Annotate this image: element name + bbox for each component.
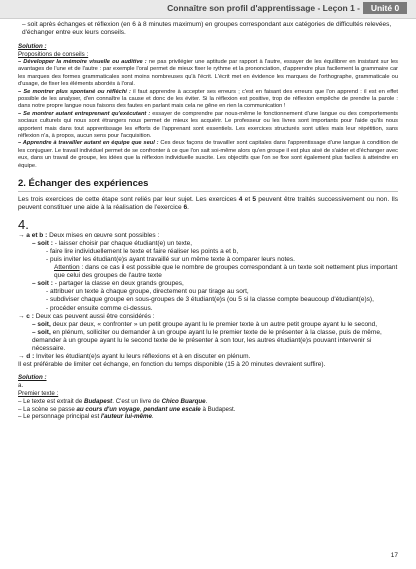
instruction-line: - procéder ensuite comme ci-dessus. (46, 304, 153, 312)
instruction-line: – soit : - partager la classe en deux grands groupes, (32, 280, 184, 288)
solution-subheading: Propositions de conseils : (18, 51, 89, 58)
advice-item (18, 111, 398, 141)
solution2-heading: Solution : (18, 374, 47, 382)
solution2-item-label: a. (18, 382, 24, 390)
solution-line: – Le personnage principal est l'auteur lui-même. (18, 413, 154, 421)
instruction-line: – soit, deux par deux, « confronter » un petit groupe ayant lu le premier texte à un autre petit groupe ayant lu le second, (32, 320, 378, 328)
instruction-line: Il est préférable de limiter cet échange, en fonction du temps disponible (15 à 20 minutes devraient suffire). (18, 361, 326, 369)
advice-text: il faut apprendre à accepter ses erreurs ; c'est en faisant des erreurs que l'on apprend : il est en effet possible de les analyser, d'en connaître la cause et donc de les éviter. Si la réflexion est positive, trop de réflexion empêche de prendre la parole : dans notre propre langue nous faisons des fautes en parlant mais cela ne gêne en rien la communication ! (18, 88, 399, 110)
advice-list (18, 59, 398, 170)
advice-item (18, 59, 398, 89)
advice-text: Ces deux façons de travailler sont capitales dans l'apprentissage d'une langue à condition de les conjuguer. Le travail individuel permet de se confronter à ce que l'on sait soi-même alors qu'en groupe il est plus aisé de s'aider et d'échanger avec eux, dans un travail de groupe, les idées que la réflexion individuelle suscite. Les objectifs que l'on se fixe sont également plus faciles à atteindre en équipe. (18, 140, 398, 169)
instruction-line: → c : Deux cas peuvent aussi être considérés : (18, 312, 155, 320)
instruction-line: Attention : dans ce cas il est possible que le nombre de groupes correspondant à un texte soit nettement plus important que celui des groupes de l'autre texte (54, 264, 398, 280)
intro-paragraph: – soit après échanges et réflexion (en 6 à 8 minutes maximum) en groupes correspondant aux catégories de difficultés relevées, d'échanger entre eux leurs conseils. (22, 21, 392, 36)
advice-item (18, 89, 398, 111)
advice-lead: – Se montrer autant entreprenant qu'exécutant : (18, 110, 151, 117)
instruction-line: – soit : - laisser choisir par chaque étudiant(e) un texte, (32, 239, 193, 247)
advice-item (18, 140, 398, 170)
section-heading: 2. Échanger des expériences (18, 178, 149, 190)
advice-lead: – Se montrer plus spontané ou réfléchi : (18, 88, 131, 95)
instruction-line: – soit, en plénum, solliciter ou demander à un groupe ayant lu le premier texte de le présenter à la classe, puis de même, demander à un groupe ayant lu le second texte de le présenter à son tour, les autres étudiant(e)s pouvant intervenir si nécessaire. (32, 328, 382, 352)
advice-lead: – Développer la mémoire visuelle ou auditive : (18, 59, 147, 65)
exercise-number: 4. (18, 216, 29, 232)
advice-text: essayer de comprendre par nous-même le fonctionnement d'une langue ou des comportements sociaux culturels qui nous sont étrangers nous permet de mieux les acquérir. Le professeur ou les livres sont importants pour l'aide qu'ils nous apportent mais dans tout apprentissage les efforts de l'apprenant sont essentiels. Les exercices structurés sont utiles mais leur répétition, sans réflexion n'a, à propos, aucun sens pour l'acquisition. (18, 110, 398, 140)
section-intro: Les trois exercices de cette étape sont reliés par leur sujet. Les exercices 4 et 5 peuvent être traités successivement ou non. Ils peuvent constituer une aide à la réalisation de l'exercice 6. (18, 196, 398, 212)
unit-badge: Unité 0 (363, 2, 407, 14)
solution2-subheading: Premier texte : (18, 390, 59, 398)
exercise-instructions (18, 232, 398, 370)
header-title: Connaître son profil d'apprentissage - Leçon 1 - (167, 3, 360, 13)
advice-lead: – Apprendre à travailler autant en équipe que seul : (18, 140, 159, 147)
instruction-line: - subdiviser chaque groupe en sous-groupes de 3 étudiant(e)s (ou 5 si la classe compte beaucoup d'étudiant(e)s), (46, 296, 374, 304)
instruction-line: → d : Inviter les étudiant(e)s ayant lu leurs réflexions et à en discuter en plénum. (18, 353, 251, 361)
solution-heading: Solution : (18, 43, 47, 50)
page-content (18, 21, 398, 421)
page-number: 17 (390, 552, 398, 559)
instruction-line: → a et b : Deux mises en œuvre sont possibles : (18, 231, 160, 239)
solution-line: – La scène se passe au cours d'un voyage, pendant une escale à Budapest. (18, 405, 236, 413)
advice-text: ne pas privilégier une aptitude par rapport à l'autre, essayer de les équilibrer en insistant sur les avantages de l'une et de l'autre : par exemple l'oral permet de mieux fixer le rythme et la prononciation, d'apprendre plus facilement la grammaire car les marques des formes grammaticales sont moins nombreuses qu'à l'écrit. L'écrit met en évidence les marques de l'orthographe, grammaticale ou d'usage, de fixer les éléments abordés à l'oral. (18, 59, 398, 88)
solution-line: – Le texte est extrait de Budapest. C'est un livre de Chico Buarque. (18, 397, 208, 405)
solution2-lines (18, 398, 398, 421)
section-divider (18, 191, 398, 192)
running-header (0, 0, 416, 19)
instruction-line: - faire lire individuellement le texte et faire réaliser les points a et b, (46, 247, 239, 255)
instruction-line: - puis inviter les étudiant(e)s ayant travaillé sur un même texte à comparer leurs notes. (46, 255, 295, 263)
instruction-line: - attribuer un texte à chaque groupe, directement ou par tirage au sort, (46, 288, 249, 296)
